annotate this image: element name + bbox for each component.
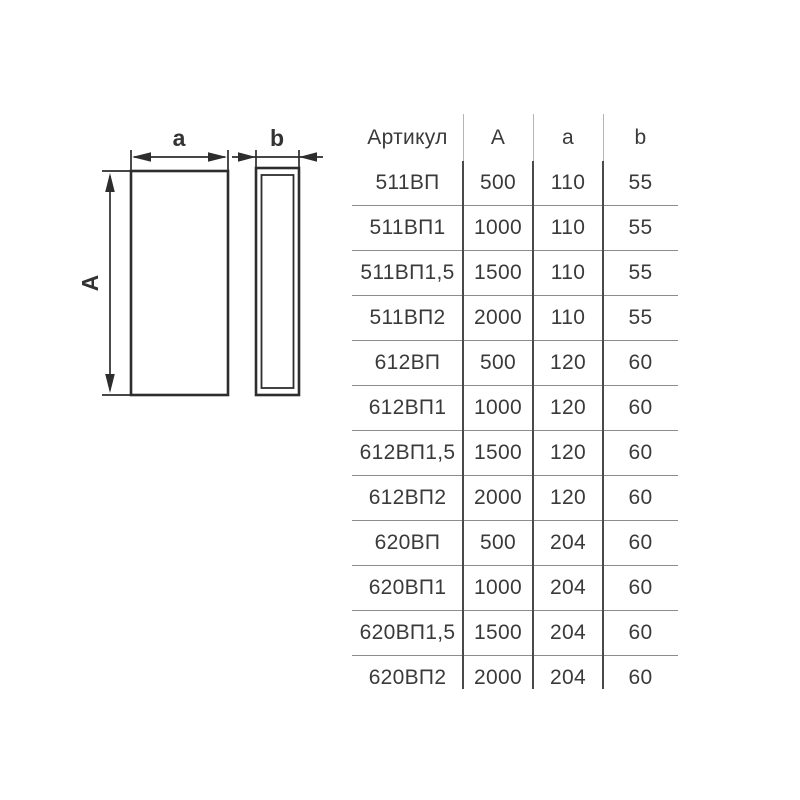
table-row bbox=[352, 565, 678, 610]
table-row bbox=[352, 655, 678, 700]
cell-value: 60 bbox=[628, 531, 653, 554]
table-row bbox=[352, 161, 678, 205]
table-row bbox=[352, 205, 678, 250]
cell-article: 511ВП bbox=[375, 171, 440, 194]
table-row bbox=[352, 610, 678, 655]
dim-A-arrow-down-icon bbox=[105, 374, 115, 393]
cell-value: 55 bbox=[628, 216, 653, 239]
cell-value: 110 bbox=[550, 216, 586, 239]
cell-value: 60 bbox=[628, 486, 653, 509]
cell-article: 620ВП bbox=[374, 531, 441, 554]
table-row bbox=[352, 340, 678, 385]
cell-value: 1000 bbox=[474, 396, 522, 419]
cell-value: 1500 bbox=[474, 621, 522, 644]
table-header-row bbox=[352, 114, 678, 161]
table-row bbox=[352, 475, 678, 520]
cell-value: 500 bbox=[480, 531, 516, 554]
dim-A-arrow-up-icon bbox=[105, 173, 115, 192]
table-row bbox=[352, 520, 678, 565]
cell-article: 612ВП bbox=[374, 351, 441, 374]
cell-value: 1500 bbox=[474, 261, 522, 284]
side-view-rect bbox=[256, 168, 299, 395]
dim-A-label: A bbox=[77, 274, 104, 292]
table-row bbox=[352, 295, 678, 340]
table-row bbox=[352, 430, 678, 475]
cell-value: 55 bbox=[628, 171, 653, 194]
cell-article: 612ВП1 bbox=[368, 396, 447, 419]
cell-value: 120 bbox=[550, 351, 586, 374]
cell-value: 204 bbox=[550, 576, 586, 599]
cell-value: 2000 bbox=[474, 486, 522, 509]
cell-value: 2000 bbox=[474, 306, 522, 329]
cell-value: 60 bbox=[628, 576, 653, 599]
dim-b-label: b bbox=[269, 125, 285, 151]
cell-value: 120 bbox=[550, 396, 586, 419]
table-row bbox=[352, 385, 678, 430]
cell-value: 1000 bbox=[474, 216, 522, 239]
cell-value: 500 bbox=[480, 171, 516, 194]
dim-b-arrow-left-icon bbox=[299, 152, 317, 162]
cell-value: 110 bbox=[550, 171, 586, 194]
column-header-a: a bbox=[562, 125, 574, 149]
cell-value: 60 bbox=[628, 441, 653, 464]
column-header-article: Артикул bbox=[367, 125, 448, 149]
cell-value: 204 bbox=[550, 531, 586, 554]
cell-value: 1500 bbox=[474, 441, 522, 464]
column-header-A: A bbox=[490, 125, 506, 149]
cell-value: 60 bbox=[628, 621, 653, 644]
cell-value: 1000 bbox=[474, 576, 522, 599]
dim-a-arrow-right-icon bbox=[208, 152, 227, 162]
dim-a-label: a bbox=[172, 125, 186, 151]
dimension-drawing bbox=[58, 118, 338, 428]
cell-article: 511ВП2 bbox=[369, 306, 446, 329]
front-view-rect bbox=[131, 171, 228, 395]
column-header-b: b bbox=[634, 125, 647, 149]
cell-value: 120 bbox=[550, 441, 586, 464]
cell-value: 55 bbox=[628, 306, 653, 329]
cell-value: 120 bbox=[550, 486, 586, 509]
cell-value: 60 bbox=[628, 396, 653, 419]
cell-value: 110 bbox=[550, 306, 586, 329]
cell-article: 612ВП1,5 bbox=[359, 441, 456, 464]
size-table bbox=[352, 114, 678, 689]
cell-value: 60 bbox=[628, 666, 653, 689]
cell-value: 55 bbox=[628, 261, 653, 284]
cell-value: 204 bbox=[550, 621, 586, 644]
cell-article: 620ВП2 bbox=[368, 666, 447, 689]
cell-article: 620ВП1 bbox=[368, 576, 447, 599]
cell-value: 60 bbox=[628, 351, 653, 374]
cell-value: 500 bbox=[480, 351, 516, 374]
cell-article: 511ВП1,5 bbox=[360, 261, 455, 284]
table-body bbox=[352, 161, 678, 700]
dim-b-arrow-right-icon bbox=[238, 152, 256, 162]
cell-article: 620ВП1,5 bbox=[359, 621, 456, 644]
cell-article: 612ВП2 bbox=[368, 486, 447, 509]
cell-value: 110 bbox=[550, 261, 586, 284]
table-row bbox=[352, 250, 678, 295]
cell-value: 204 bbox=[550, 666, 586, 689]
dim-a-arrow-left-icon bbox=[132, 152, 151, 162]
cell-article: 511ВП1 bbox=[369, 216, 446, 239]
cell-value: 2000 bbox=[474, 666, 522, 689]
